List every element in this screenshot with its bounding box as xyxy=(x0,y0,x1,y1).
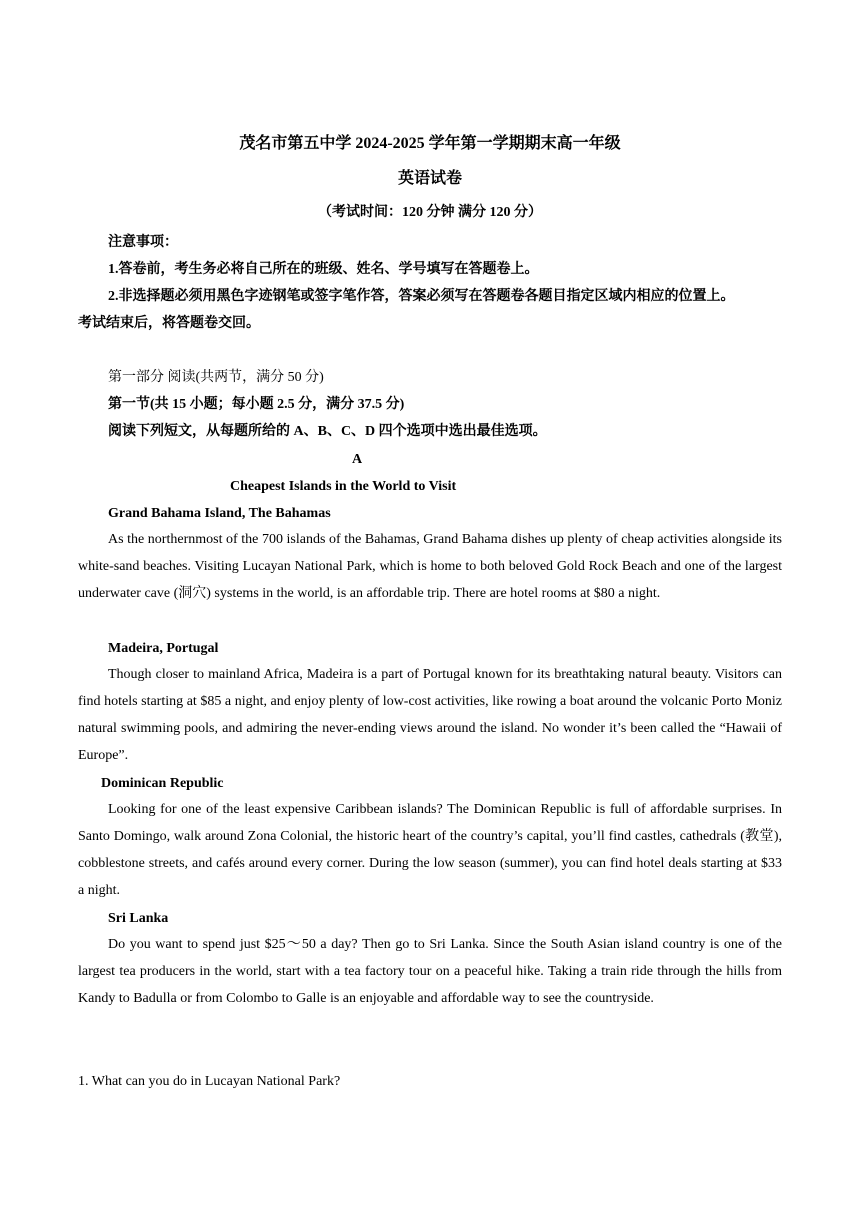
paragraph-madeira: Though closer to mainland Africa, Madeira is a part of Portugal known for its breathtaking natural beauty. Visitors can find hotels starting at $85 a night, and enjoy plenty of low-cost activities, like rowing a boat around the volcanic Porto Moniz natural swimming pools, and admiring the never-ending views around the island. No wonder it’s been called the “Hawaii of Europe”. xyxy=(78,667,782,763)
question-1: 1. What can you do in Lucayan National Park? xyxy=(78,1074,341,1089)
exam-info: （考试时间：120 分钟 满分 120 分） xyxy=(318,205,542,220)
section-heading-madeira: Madeira, Portugal xyxy=(108,641,219,656)
section-heading-dominican: Dominican Republic xyxy=(101,776,224,791)
section-heading: 第一节(共 15 小题；每小题 2.5 分，满分 37.5 分) xyxy=(108,397,405,412)
section-heading-bahamas: Grand Bahama Island, The Bahamas xyxy=(108,506,331,521)
part-heading: 第一部分 阅读(共两节，满分 50 分) xyxy=(108,370,324,385)
notice-item-1: 1.答卷前，考生务必将自己所在的班级、姓名、学号填写在答题卷上。 xyxy=(108,262,539,277)
notice-heading: 注意事项： xyxy=(108,235,178,250)
passage-letter: A xyxy=(352,452,363,467)
exam-subtitle: 英语试卷 xyxy=(397,170,462,187)
paragraph-dominican: Looking for one of the least expensive Caribbean islands? The Dominican Republic is full of affordable surprises. In Santo Domingo, walk around Zona Colonial, the historic heart of the country’s capital, you’ll find castles, cathedrals (教堂), cobblestone streets, and cafés around every corner. During the low season (summer), you can find hotel deals starting at $33 a night. xyxy=(78,802,782,898)
passage-title: Cheapest Islands in the World to Visit xyxy=(230,479,457,494)
notice-item-2: 2.非选择题必须用黑色字迹钢笔或签字笔作答，答案必须写在答题卷各题目指定区域内相应的位置上。 xyxy=(108,289,735,304)
section-instruction: 阅读下列短文，从每题所给的 A、B、C、D 四个选项中选出最佳选项。 xyxy=(108,424,547,439)
paragraph-srilanka: Do you want to spend just $25～50 a day? Then go to Sri Lanka. Since the South Asian island country is one of the largest tea producers in the world, start with a tea factory tour on a peaceful hike. Taking a train ride through the hills from Kandy to Badulla or from Colombo to Galle is an enjoyable and affordable way to see the countryside. xyxy=(78,937,782,1006)
notice-item-2-cont: 考试结束后，将答题卷交回。 xyxy=(78,316,260,331)
exam-title: 茂名市第五中学 2024-2025 学年第一学期期末高一年级 xyxy=(239,135,621,152)
paragraph-bahamas: As the northernmost of the 700 islands of the Bahamas, Grand Bahama dishes up plenty of cheap activities alongside its white-sand beaches. Visiting Lucayan National Park, which is home to both beloved Gold Rock Beach and one of the largest underwater cave (洞穴) systems in the world, is an affordable trip. There are hotel rooms at $80 a night. xyxy=(78,532,782,601)
section-heading-srilanka: Sri Lanka xyxy=(108,911,169,926)
